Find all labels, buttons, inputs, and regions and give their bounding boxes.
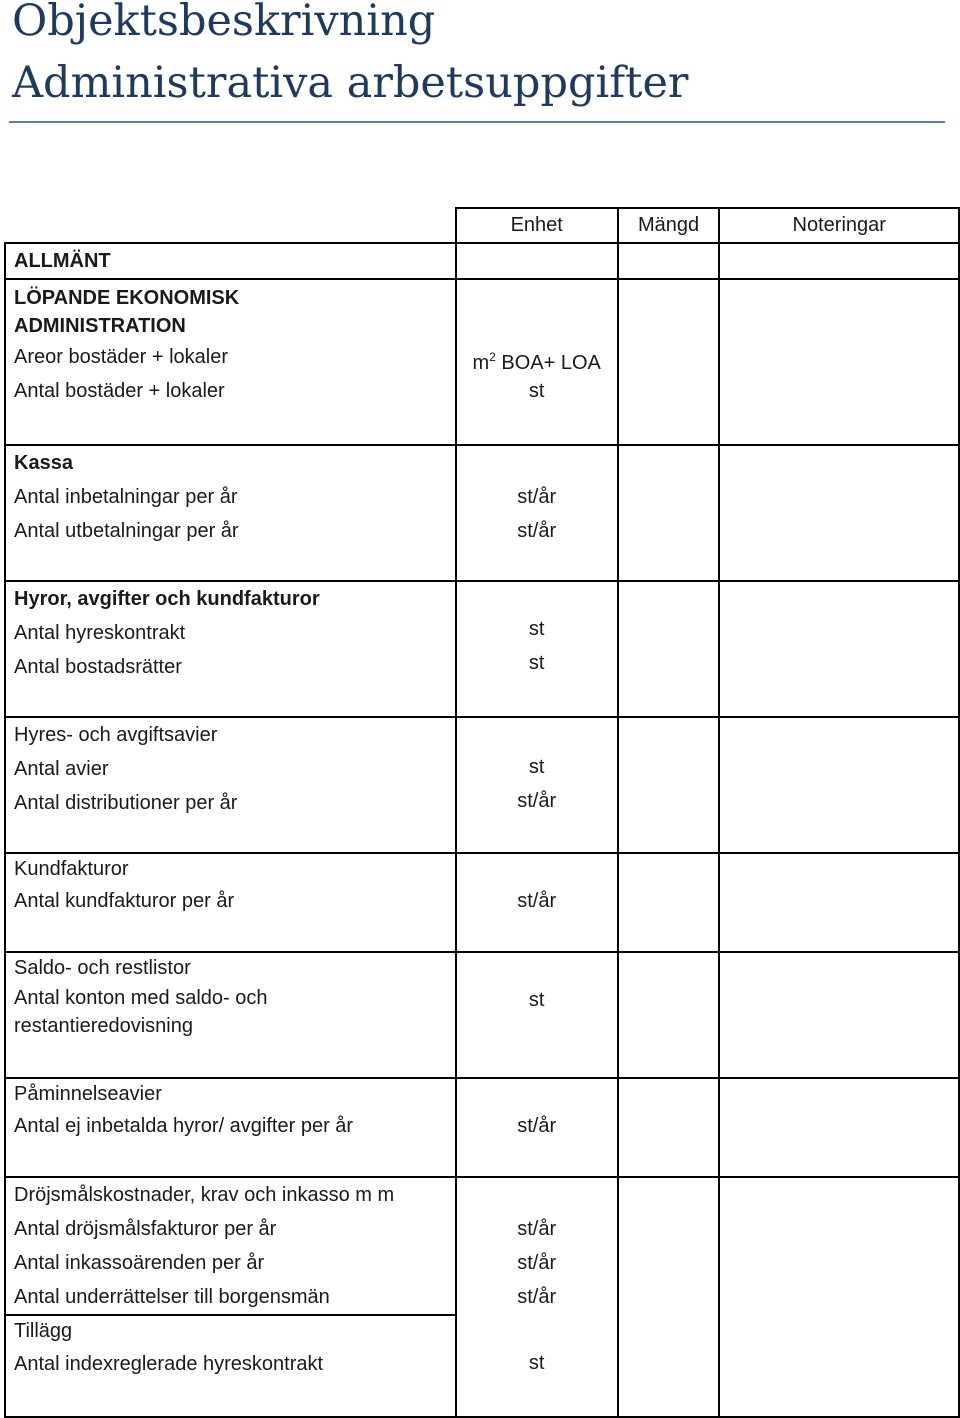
row-label: restantieredovisning [14, 1015, 193, 1037]
unit-value: st/år [517, 1218, 557, 1240]
unit-value: st/år [517, 790, 557, 812]
row-label: Antal ej inbetalda hyror/ avgifter per år [14, 1115, 354, 1137]
unit-cell [456, 1315, 618, 1417]
section-paminnelse [5, 1078, 959, 1177]
section-saldo [5, 952, 959, 1078]
header-notes: Noteringar [719, 208, 959, 243]
section-allmant [5, 243, 959, 279]
unit-cell [456, 717, 618, 853]
row-label: Antal inkassoärenden per år [14, 1252, 265, 1274]
section-label-cell [5, 717, 456, 853]
notes-cell [719, 581, 959, 717]
section-label-cell [5, 279, 456, 445]
section-label-cell [5, 853, 456, 952]
unit-value: st [528, 652, 545, 674]
section-heading: Hyror, avgifter och kundfakturor [14, 588, 320, 610]
unit-value: st [528, 989, 545, 1011]
unit-value: st [528, 1352, 545, 1374]
notes-cell [719, 279, 959, 445]
notes-cell [719, 1078, 959, 1177]
qty-cell [618, 279, 720, 445]
section-avier [5, 717, 959, 853]
row-label: Antal underrättelser till borgensmän [14, 1286, 330, 1308]
qty-cell [618, 581, 720, 717]
notes-cell [719, 243, 959, 279]
section-kundfakturor [5, 853, 959, 952]
header-unit: Enhet [456, 208, 618, 243]
unit-value: st/år [517, 486, 557, 508]
unit-cell [456, 581, 618, 717]
unit-value: st/år [517, 1286, 557, 1308]
unit-value: st [528, 756, 545, 778]
section-label-cell [5, 952, 456, 1078]
unit-value: st/år [517, 1115, 557, 1137]
unit-value: st [528, 618, 545, 640]
section-label-cell [5, 1315, 456, 1417]
row-label: Antal distributioner per år [14, 792, 238, 814]
section-heading: ALLMÄNT [14, 250, 111, 272]
unit-value: st/år [517, 890, 557, 912]
notes-cell [719, 445, 959, 581]
table-header-row [5, 208, 959, 243]
unit-cell [456, 1177, 618, 1315]
unit-cell [456, 853, 618, 952]
section-heading: Påminnelseavier [14, 1083, 162, 1105]
title-divider [9, 121, 945, 123]
qty-cell [618, 1177, 720, 1315]
section-kassa [5, 445, 959, 581]
row-label: Antal avier [14, 758, 109, 780]
section-label-cell [5, 581, 456, 717]
unit-value: st [528, 380, 545, 402]
section-heading: Dröjsmålskostnader, krav och inkasso m m [14, 1184, 395, 1206]
unit-cell [456, 243, 618, 279]
unit-cell [456, 952, 618, 1078]
qty-cell [618, 1078, 720, 1177]
notes-cell [719, 952, 959, 1078]
header-empty-cell [5, 208, 456, 243]
unit-cell [456, 279, 618, 445]
object-description-table [4, 207, 960, 1418]
row-label: Areor bostäder + lokaler [14, 346, 229, 368]
section-heading: LÖPANDE EKONOMISK [14, 287, 240, 309]
row-label: Antal dröjsmålsfakturor per år [14, 1218, 277, 1240]
qty-cell [618, 952, 720, 1078]
unit-cell [456, 1078, 618, 1177]
section-tillagg [5, 1315, 959, 1417]
qty-cell [618, 717, 720, 853]
row-label: Antal utbetalningar per år [14, 520, 239, 542]
notes-cell [719, 717, 959, 853]
row-label: Antal indexreglerade hyreskontrakt [14, 1353, 324, 1375]
section-label-cell [5, 1177, 456, 1315]
section-label-cell [5, 445, 456, 581]
unit-value: st/år [517, 1252, 557, 1274]
notes-cell [719, 1177, 959, 1315]
section-lopande [5, 279, 959, 445]
qty-cell [618, 853, 720, 952]
section-heading: Hyres- och avgiftsavier [14, 724, 218, 746]
unit-value: $m^2$ BOA+ LOA [472, 350, 601, 374]
header-qty: Mängd [618, 208, 720, 243]
notes-cell [719, 1315, 959, 1417]
unit-value: st/år [517, 520, 557, 542]
section-heading: Tillägg [14, 1320, 73, 1342]
section-heading: ADMINISTRATION [14, 315, 186, 337]
title-line-1: Objektsbeskrivning [12, 0, 436, 46]
row-label: Antal hyreskontrakt [14, 622, 186, 644]
section-heading: Saldo- och restlistor [14, 957, 191, 979]
row-label: Antal bostadsrätter [14, 656, 182, 678]
section-heading: Kundfakturor [14, 858, 129, 880]
qty-cell [618, 1315, 720, 1417]
row-label: Antal kundfakturor per år [14, 890, 235, 912]
title-line-2: Administrativa arbetsuppgifter [12, 58, 689, 108]
row-label: Antal konton med saldo- och [14, 987, 268, 1009]
section-drojsmal [5, 1177, 959, 1315]
row-label: Antal inbetalningar per år [14, 486, 238, 508]
unit-cell [456, 445, 618, 581]
row-label: Antal bostäder + lokaler [14, 380, 225, 402]
section-label-cell [5, 1078, 456, 1177]
section-hyror [5, 581, 959, 717]
section-heading: Kassa [14, 452, 73, 474]
qty-cell [618, 445, 720, 581]
qty-cell [618, 243, 720, 279]
notes-cell [719, 853, 959, 952]
section-label-cell [5, 243, 456, 279]
